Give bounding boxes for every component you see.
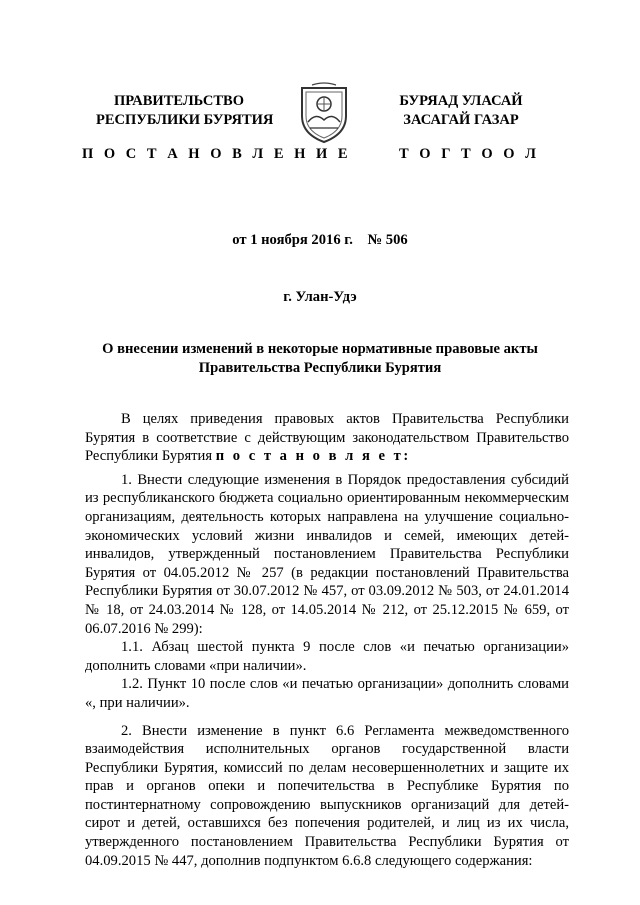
coat-of-arms-of-buryatia-icon <box>298 82 350 144</box>
issuer-russian <box>96 92 274 130</box>
doc-type-russian: П О С Т А Н О В Л Е Н И Е <box>82 146 352 162</box>
issuer-buryat-line2: ЗАСАГАЙ ГАЗАР <box>403 112 519 128</box>
document-title-line1: О внесении изменений в некоторые нормативные правовые акты <box>102 341 538 357</box>
date-and-number: от 1 ноября 2016 г. № 506 <box>232 232 408 248</box>
intro-paragraph <box>85 410 569 466</box>
city: г. Улан-Удэ <box>283 289 357 305</box>
paragraph-1: 1. Внести следующие изменения в Порядок предоставления субсидий из республиканского бюджета социально ориентированным некоммерческим организациям, деятельность которых направлена на улучшение социально-экономических условий жизни инвалидов и семей, имеющих детей-инвалидов, утвержденный постановлением Правительства Республики Бурятия от 04.05.2012 № 257 (в редакции постановлений Правительства Республики Бурятия от 30.07.2012 № 457, от 03.09.2012 № 503, от 24.01.2014 № 18, от 24.03.2014 № 128, от 14.05.2014 № 212, от 25.12.2015 № 659, от 06.07.2016 № 299): <box>85 471 569 637</box>
issuer-russian-line1: ПРАВИТЕЛЬСТВО <box>114 93 244 109</box>
document-body <box>85 410 569 870</box>
intro-text: В целях приведения правовых актов Правительства Республики Бурятия в соответствие с действующим законодательством Правительство Республики Бурятия <box>85 411 569 465</box>
issuer-russian-line2: РЕСПУБЛИКИ БУРЯТИЯ <box>96 112 274 128</box>
paragraph-1-1: 1.1. Абзац шестой пункта 9 после слов «и печатью организации» дополнить словами «при наличии». <box>85 639 569 674</box>
doc-type-buryat: Т О Г Т О О Л <box>399 146 540 162</box>
resolves-word: п о с т а н о в л я е т: <box>215 448 411 465</box>
paragraph-2: 2. Внести изменение в пункт 6.6 Регламента межведомственного взаимодействия исполнительных органов государственной власти Республики Бурятия, комиссий по делам несовершеннолетних и защите их прав и органов опеки и попечительства в Республике Бурятия по постинтернатному сопровождению выпускников организаций для детей-сирот и детей, оставшихся без попечения родителей, и лиц из их числа, утвержденного постановлением Правительства Республики Бурятия от 04.09.2015 № 447, дополнив подпунктом 6.6.8 следующего содержания: <box>85 722 569 869</box>
issuer-buryat-line1: БУРЯАД УЛАСАЙ <box>399 93 523 109</box>
document-title <box>0 340 640 378</box>
document-title-line2: Правительства Республики Бурятия <box>198 360 442 376</box>
issuer-buryat <box>384 92 538 130</box>
paragraph-1-2: 1.2. Пункт 10 после слов «и печатью организации» дополнить словами «, при наличии». <box>85 676 569 711</box>
